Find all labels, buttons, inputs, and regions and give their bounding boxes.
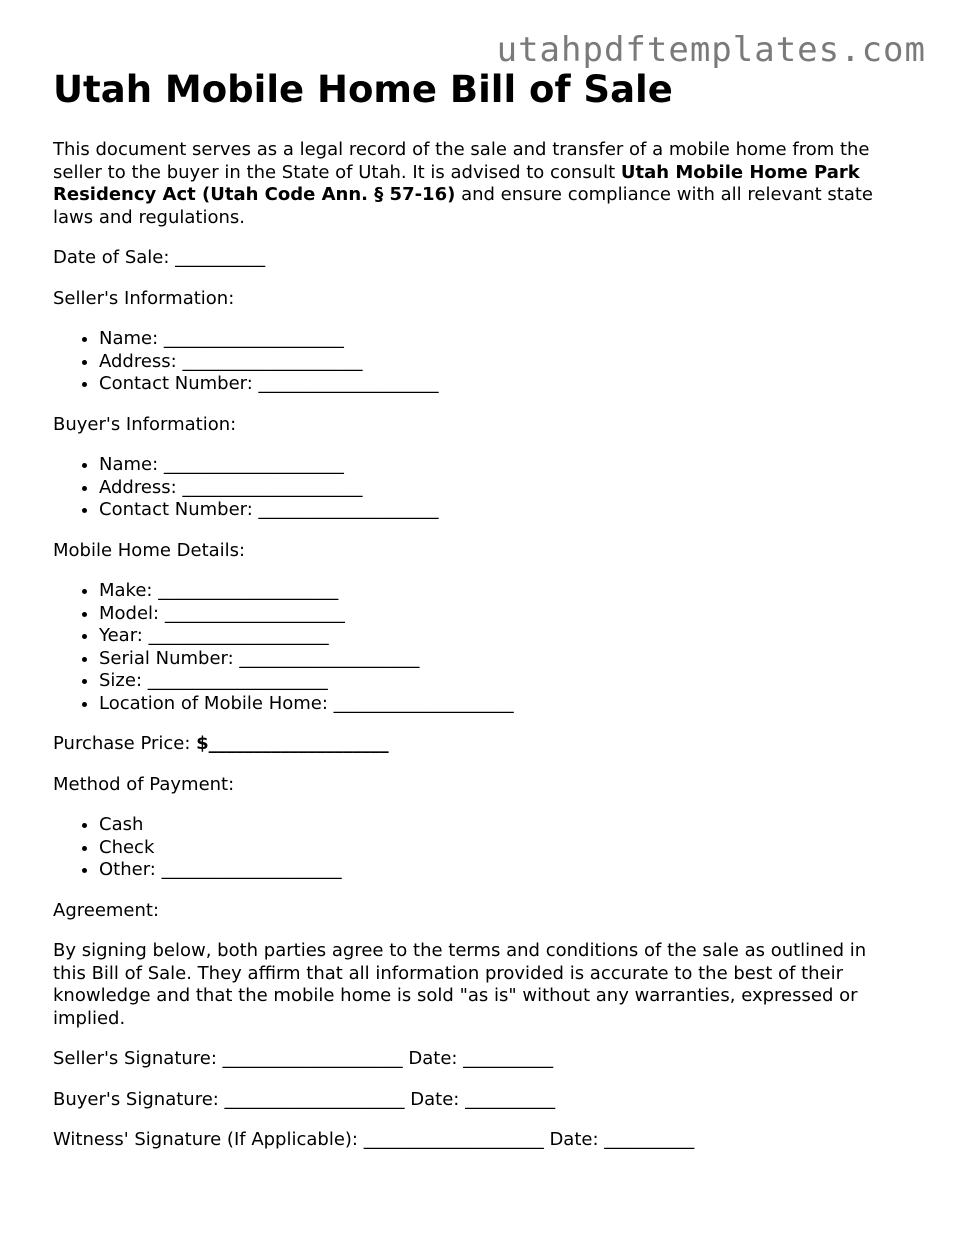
home-location-field: • Location of Mobile Home: ____________________ bbox=[99, 693, 903, 716]
home-make-field: • Make: ____________________ bbox=[99, 580, 903, 603]
agreement-heading: Agreement: bbox=[53, 899, 160, 921]
buyer-fields bbox=[53, 454, 903, 522]
witness-signature-line: Witness' Signature (If Applicable): ____________________ Date: __________ bbox=[53, 1129, 695, 1150]
watermark: utahpdftemplates.com bbox=[496, 30, 926, 70]
payment-option-check: • Check bbox=[99, 837, 903, 860]
intro-act-reference: Utah Mobile Home Park Residency Act (Utah Code Ann. § 57-16) bbox=[53, 161, 860, 205]
home-model-field: • Model: ____________________ bbox=[99, 603, 903, 626]
purchase-price-field bbox=[53, 733, 903, 756]
intro-text-before: This document serves as a legal record of the sale and transfer of a mobile home from the seller to the buyer in the State of Utah. It is advised to consult bbox=[53, 139, 870, 183]
agreement-text: By signing below, both parties agree to the terms and conditions of the sale as outlined in this Bill of Sale. They affirm that all information provided is accurate to the best of their knowledge and that the mobile home is sold "as is" without any warranties, expressed or implied. bbox=[53, 940, 867, 1029]
payment-heading: Method of Payment: bbox=[53, 773, 235, 795]
purchase-price-label: Purchase Price: bbox=[53, 733, 197, 754]
buyer-signature-line: Buyer's Signature: ____________________ Date: __________ bbox=[53, 1088, 556, 1110]
intro-text-after: and ensure compliance with all relevant state laws and regulations. bbox=[53, 184, 874, 228]
payment-options bbox=[53, 814, 903, 882]
buyer-name-field: • Name: ____________________ bbox=[99, 454, 903, 477]
purchase-price-value: $____________________ bbox=[196, 733, 389, 754]
document-body bbox=[53, 66, 903, 1170]
home-serial-field: • Serial Number: ____________________ bbox=[99, 648, 903, 671]
payment-option-other: • Other: ____________________ bbox=[99, 859, 903, 882]
payment-option-cash: • Cash bbox=[99, 814, 903, 837]
date-of-sale-field: Date of Sale: __________ bbox=[53, 247, 266, 268]
home-year-field: • Year: ____________________ bbox=[99, 625, 903, 648]
seller-contact-field: • Contact Number: ____________________ bbox=[99, 373, 903, 396]
intro-paragraph bbox=[53, 139, 903, 229]
buyer-contact-field: • Contact Number: ____________________ bbox=[99, 499, 903, 522]
buyer-heading: Buyer's Information: bbox=[53, 413, 237, 435]
seller-heading: Seller's Information: bbox=[53, 287, 235, 309]
home-size-field: • Size: ____________________ bbox=[99, 670, 903, 693]
buyer-address-field: • Address: ____________________ bbox=[99, 477, 903, 500]
seller-fields bbox=[53, 328, 903, 396]
seller-address-field: • Address: ____________________ bbox=[99, 351, 903, 374]
seller-signature-line: Seller's Signature: ____________________ Date: __________ bbox=[53, 1048, 554, 1069]
home-details-heading: Mobile Home Details: bbox=[53, 539, 246, 561]
home-details-fields bbox=[53, 580, 903, 715]
page-title: Utah Mobile Home Bill of Sale bbox=[53, 68, 673, 111]
seller-name-field: • Name: ____________________ bbox=[99, 328, 903, 351]
